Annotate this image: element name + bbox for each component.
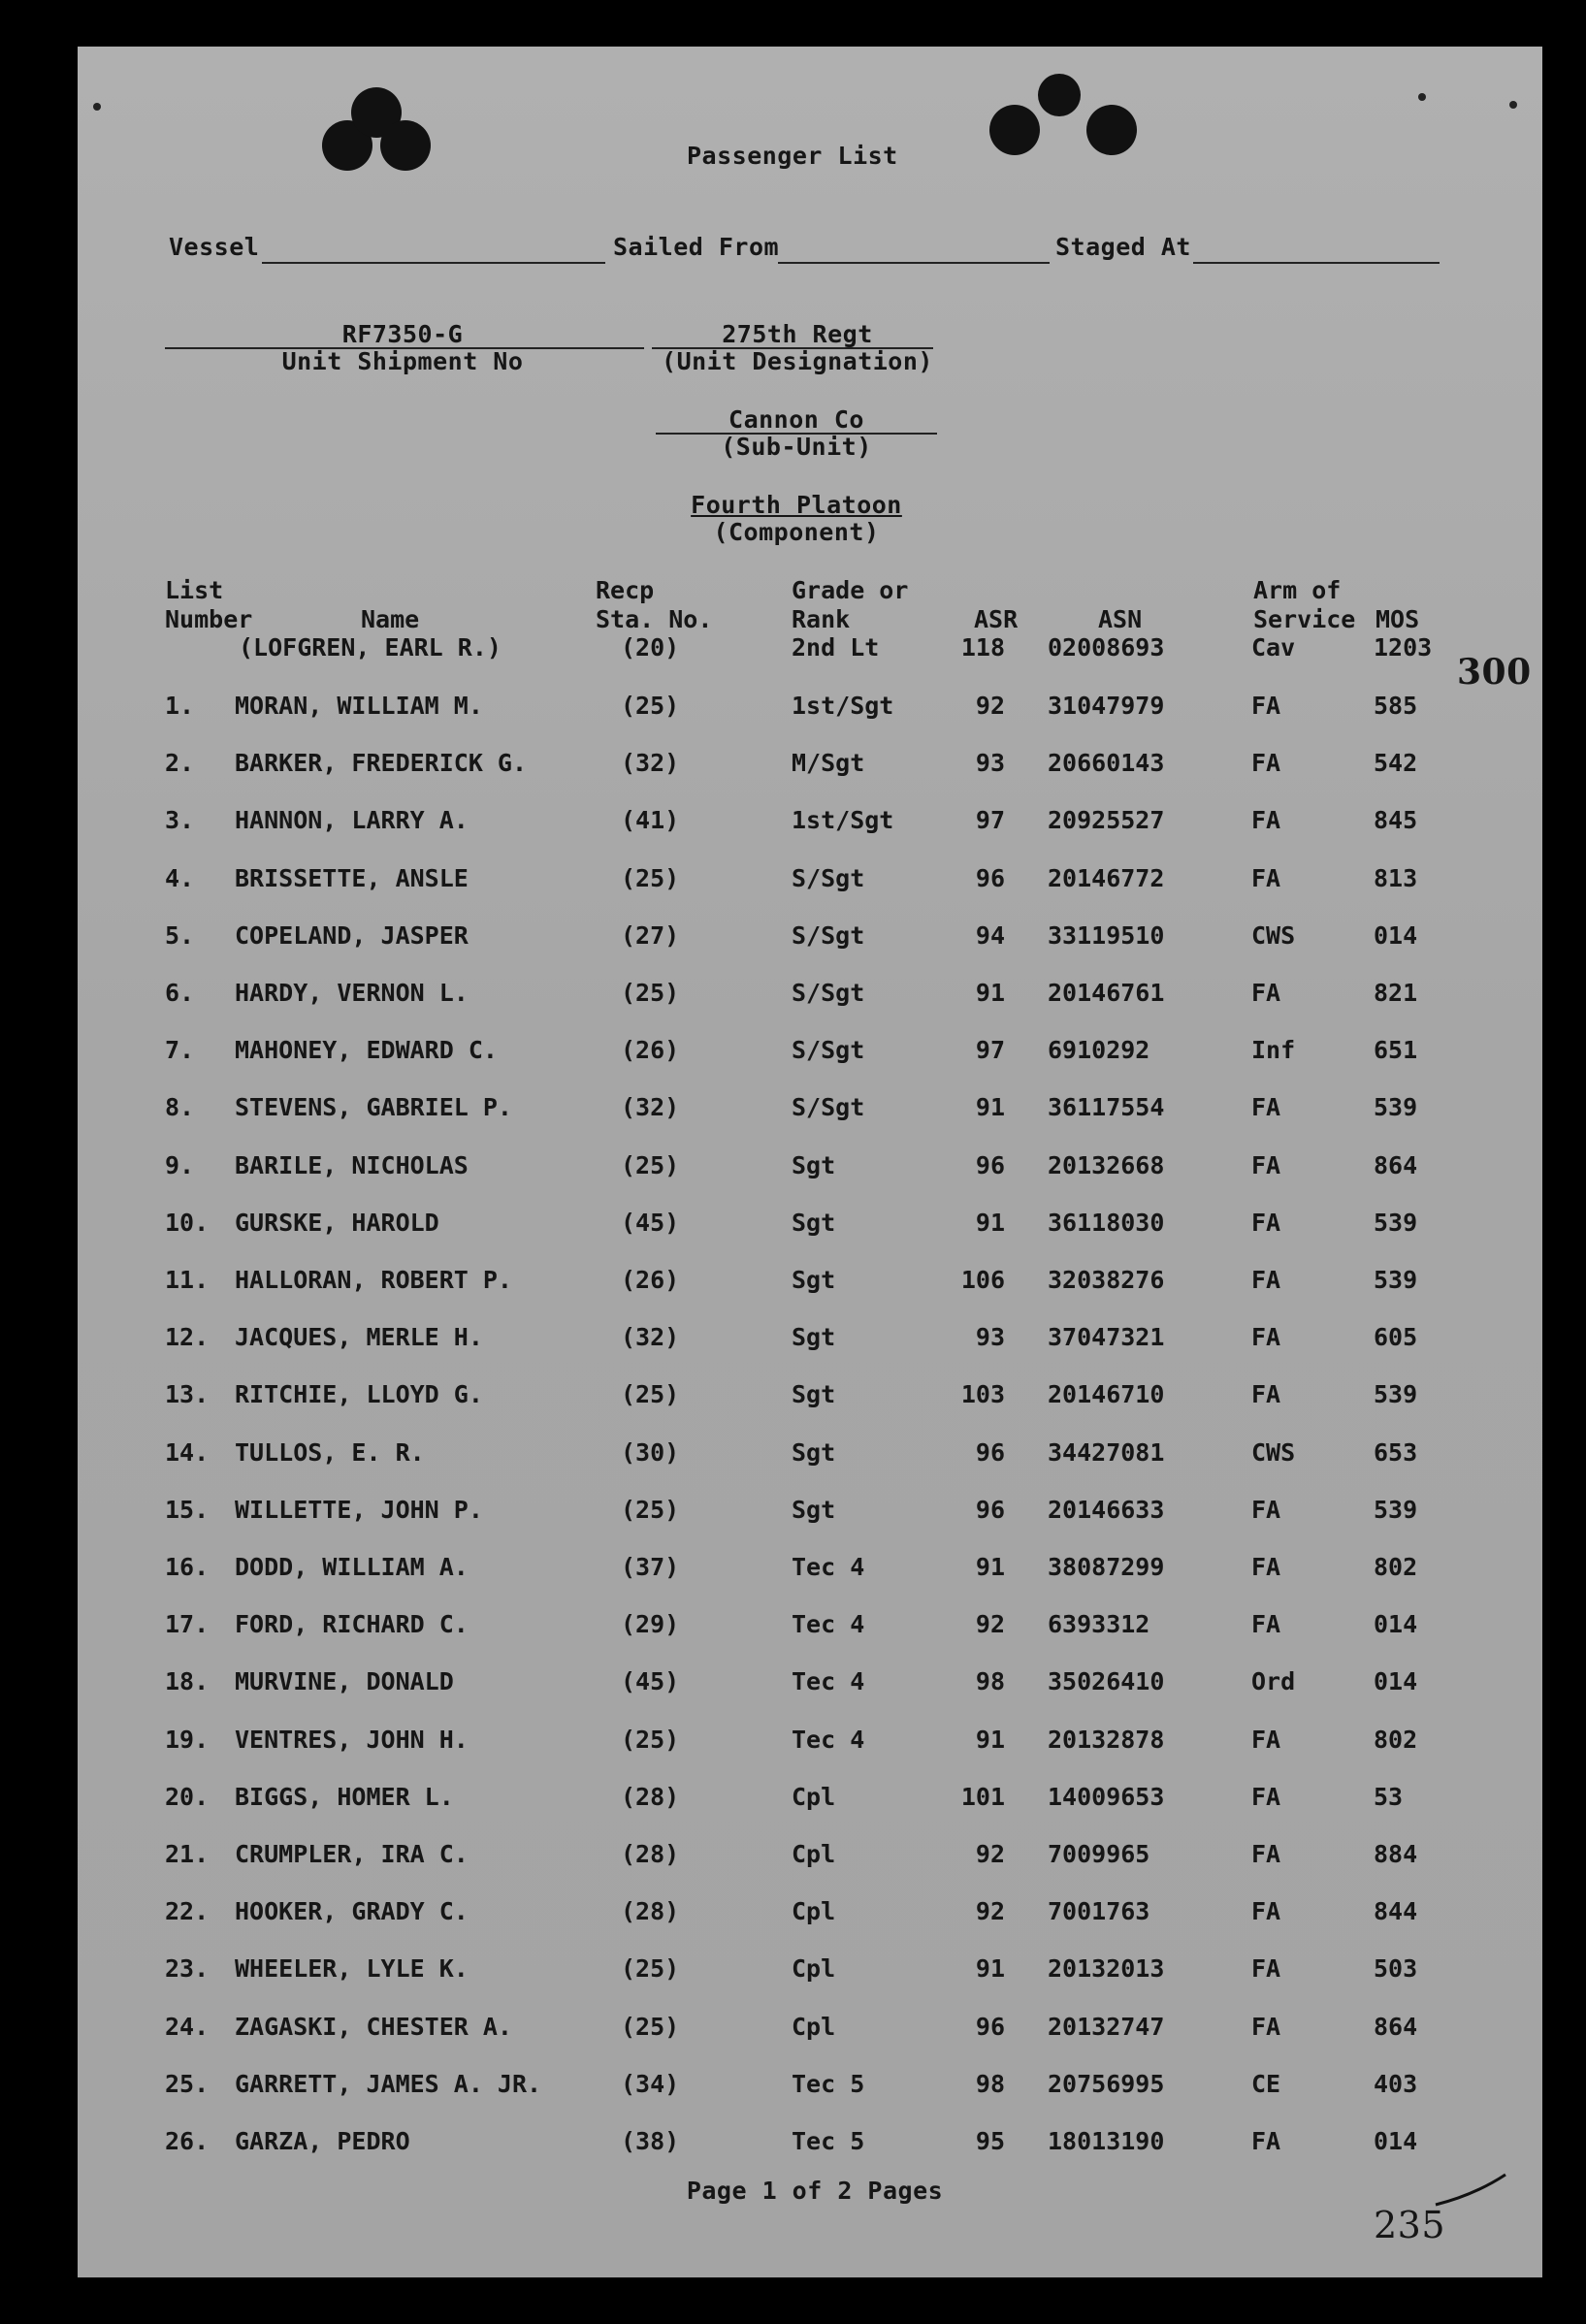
sub-unit-caption: (Sub-Unit) <box>721 433 872 461</box>
cell-list-number: 14. <box>165 1438 210 1467</box>
unit-designation: 275th Regt <box>722 320 873 348</box>
cell-recp: (25) <box>621 1380 680 1408</box>
table-row <box>78 1726 1542 1764</box>
cell-asn: 20660143 <box>1048 749 1165 777</box>
cell-asr: 91 <box>975 1093 1005 1121</box>
cell-asn: 6910292 <box>1048 1036 1150 1064</box>
cell-mos: 539 <box>1374 1209 1418 1237</box>
cell-asn: 20146710 <box>1048 1380 1165 1408</box>
cell-name: TULLOS, E. R. <box>235 1438 425 1467</box>
cell-name: FORD, RICHARD C. <box>235 1610 469 1638</box>
cell-grade: Cpl <box>792 1840 836 1868</box>
cell-asn: 20132747 <box>1048 2013 1165 2041</box>
cell-asr: 92 <box>975 1897 1005 1925</box>
cell-asr: 98 <box>975 1667 1005 1695</box>
cell-name: HANNON, LARRY A. <box>235 806 469 834</box>
cell-arm: FA <box>1251 1323 1281 1351</box>
cell-list-number: 16. <box>165 1553 210 1581</box>
cell-name: HOOKER, GRADY C. <box>235 1897 469 1925</box>
cell-arm: FA <box>1251 1151 1281 1179</box>
cell-mos: 014 <box>1374 921 1418 950</box>
cell-grade: Sgt <box>792 1380 836 1408</box>
cell-grade: Tec 5 <box>792 2070 865 2098</box>
cell-recp: (25) <box>621 1151 680 1179</box>
cell-list-number: 9. <box>165 1151 195 1179</box>
cell-arm: FA <box>1251 2013 1281 2041</box>
vessel-underline <box>262 262 605 264</box>
cell-mos: 844 <box>1374 1897 1418 1925</box>
cell-name: MAHONEY, EDWARD C. <box>235 1036 498 1064</box>
cell-recp: (28) <box>621 1783 680 1811</box>
cell-grade: 1st/Sgt <box>792 806 894 834</box>
cell-list-number: 11. <box>165 1266 210 1294</box>
cell-grade: 1st/Sgt <box>792 692 894 720</box>
cell-grade: Sgt <box>792 1209 836 1237</box>
cell-asr: 91 <box>975 1726 1005 1754</box>
cell-asn: 7009965 <box>1048 1840 1150 1868</box>
cell-asr: 91 <box>975 1553 1005 1581</box>
cell-asn: 14009653 <box>1048 1783 1165 1811</box>
cell-arm: FA <box>1251 1093 1281 1121</box>
unit-shipment-number: RF7350-G <box>341 320 464 348</box>
cell-mos: 53 <box>1374 1783 1404 1811</box>
cell-asr: 96 <box>975 2013 1005 2041</box>
cell-asr: 96 <box>975 864 1005 892</box>
cell-asr: 96 <box>975 1151 1005 1179</box>
cell-name: MURVINE, DONALD <box>235 1667 454 1695</box>
cell-asn: 20756995 <box>1048 2070 1165 2098</box>
cell-recp: (25) <box>621 692 680 720</box>
cell-grade: M/Sgt <box>792 749 865 777</box>
cell-name: HARDY, VERNON L. <box>235 979 469 1007</box>
table-row <box>78 1667 1542 1706</box>
cell-list-number: 15. <box>165 1496 210 1524</box>
header-asr: ASR <box>974 605 1019 633</box>
table-row <box>78 1438 1542 1477</box>
header-grade: Grade or Rank <box>792 576 909 633</box>
component-caption: (Component) <box>713 518 880 546</box>
cell-asr: 101 <box>960 1783 1005 1811</box>
cell-mos: 503 <box>1374 1954 1418 1983</box>
cell-arm: FA <box>1251 1610 1281 1638</box>
vessel-label: Vessel <box>169 233 260 261</box>
component: Fourth Platoon <box>691 491 902 519</box>
cell-name: GARZA, PEDRO <box>235 2127 410 2155</box>
cell-recp: (45) <box>621 1209 680 1237</box>
table-row <box>78 1266 1542 1305</box>
cell-asn: 20132013 <box>1048 1954 1165 1983</box>
punch-hole <box>989 105 1040 155</box>
cell-asr: 91 <box>975 1954 1005 1983</box>
cell-asn: 20146772 <box>1048 864 1165 892</box>
cell-arm: FA <box>1251 1380 1281 1408</box>
cell-arm: CWS <box>1251 1438 1296 1467</box>
cell-list-number: 19. <box>165 1726 210 1754</box>
header-name: Name <box>361 605 420 633</box>
table-row <box>78 1380 1542 1419</box>
cell-list-number: 7. <box>165 1036 195 1064</box>
cell-list-number: 6. <box>165 979 195 1007</box>
cell-arm: FA <box>1251 692 1281 720</box>
cell-asr: 106 <box>960 1266 1005 1294</box>
punch-hole <box>380 120 431 171</box>
cell-grade: S/Sgt <box>792 921 865 950</box>
cell-arm: FA <box>1251 864 1281 892</box>
cell-arm: CE <box>1251 2070 1281 2098</box>
header-mos: MOS <box>1376 605 1420 633</box>
cell-asn: 36117554 <box>1048 1093 1165 1121</box>
cell-arm: FA <box>1251 1496 1281 1524</box>
unit-designation-caption: (Unit Designation) <box>662 347 933 375</box>
table-row <box>78 1151 1542 1190</box>
table-row <box>78 1323 1542 1362</box>
cell-grade: Sgt <box>792 1151 836 1179</box>
cell-recp: (26) <box>621 1036 680 1064</box>
cell-arm: FA <box>1251 1266 1281 1294</box>
cell-arm: Inf <box>1251 1036 1296 1064</box>
cell-asr: 93 <box>975 1323 1005 1351</box>
cell-asn: 20132878 <box>1048 1726 1165 1754</box>
cell-recp: (38) <box>621 2127 680 2155</box>
cell-list-number: 23. <box>165 1954 210 1983</box>
cell-arm: FA <box>1251 1897 1281 1925</box>
cell-mos: 585 <box>1374 692 1418 720</box>
cell-grade: Cpl <box>792 1897 836 1925</box>
table-row <box>78 1840 1542 1879</box>
cell-recp: (32) <box>621 1323 680 1351</box>
cell-recp: (28) <box>621 1840 680 1868</box>
table-row <box>78 1954 1542 1993</box>
cell-mos: 802 <box>1374 1553 1418 1581</box>
cell-asn: 20132668 <box>1048 1151 1165 1179</box>
sub-unit: Cannon Co <box>728 405 864 434</box>
cell-grade: S/Sgt <box>792 1093 865 1121</box>
cell-recp: (25) <box>621 1496 680 1524</box>
cell-grade: Sgt <box>792 1323 836 1351</box>
cell-arm: FA <box>1251 1783 1281 1811</box>
cell-mos: 821 <box>1374 979 1418 1007</box>
cell-mos: 539 <box>1374 1496 1418 1524</box>
cell-asn: 38087299 <box>1048 1553 1165 1581</box>
cell-arm: FA <box>1251 1209 1281 1237</box>
cell-asr: 92 <box>975 1840 1005 1868</box>
cell-recp: (26) <box>621 1266 680 1294</box>
cell-name: GARRETT, JAMES A. JR. <box>235 2070 542 2098</box>
cell-name: BARILE, NICHOLAS <box>235 1151 469 1179</box>
header-recp: Recp Sta. No. <box>596 576 713 633</box>
cell-name: HALLORAN, ROBERT P. <box>235 1266 512 1294</box>
cell-mos: 539 <box>1374 1266 1418 1294</box>
speck <box>1418 93 1426 101</box>
cell-name: GURSKE, HAROLD <box>235 1209 439 1237</box>
cell-mos: 845 <box>1374 806 1418 834</box>
cell-list-number: 13. <box>165 1380 210 1408</box>
cell-asn: 31047979 <box>1048 692 1165 720</box>
table-row <box>78 806 1542 845</box>
cell-asr: 97 <box>975 806 1005 834</box>
table-row <box>78 864 1542 903</box>
table-row <box>78 1036 1542 1075</box>
cell-list-number: 18. <box>165 1667 210 1695</box>
sailed-from-underline <box>778 262 1050 264</box>
cell-mos: 539 <box>1374 1380 1418 1408</box>
cell-name: BIGGS, HOMER L. <box>235 1783 454 1811</box>
cell-arm: FA <box>1251 1954 1281 1983</box>
cell-recp: (25) <box>621 1954 680 1983</box>
cell-list-number: 1. <box>165 692 195 720</box>
cell-name: ZAGASKI, CHESTER A. <box>235 2013 512 2041</box>
cell-list-number: 10. <box>165 1209 210 1237</box>
cell-asr: 96 <box>975 1438 1005 1467</box>
cell-grade: Tec 4 <box>792 1726 865 1754</box>
cell-arm: FA <box>1251 1726 1281 1754</box>
cell-arm: FA <box>1251 1840 1281 1868</box>
cell-arm: CWS <box>1251 921 1296 950</box>
cell-grade: Cpl <box>792 2013 836 2041</box>
cell-mos: 802 <box>1374 1726 1418 1754</box>
cell-name: BARKER, FREDERICK G. <box>235 749 528 777</box>
cell-asr: 93 <box>975 749 1005 777</box>
header-asn: ASN <box>1098 605 1143 633</box>
cell-asr: 95 <box>975 2127 1005 2155</box>
table-row <box>78 1496 1542 1534</box>
cell-arm: FA <box>1251 2127 1281 2155</box>
table-row <box>78 1093 1542 1132</box>
table-row <box>78 749 1542 788</box>
cell-name: CRUMPLER, IRA C. <box>235 1840 469 1868</box>
staged-at-underline <box>1193 262 1440 264</box>
cell-name: BRISSETTE, ANSLE <box>235 864 469 892</box>
table-row <box>78 692 1542 730</box>
cell-recp: (32) <box>621 749 680 777</box>
cell-name: COPELAND, JASPER <box>235 921 469 950</box>
cell-arm: Ord <box>1251 1667 1296 1695</box>
cell-mos: 813 <box>1374 864 1418 892</box>
cell-name: STEVENS, GABRIEL P. <box>235 1093 512 1121</box>
cell-asn: 37047321 <box>1048 1323 1165 1351</box>
header-list-number: List Number <box>165 576 253 633</box>
cell-asn: 35026410 <box>1048 1667 1165 1695</box>
table-row <box>78 1610 1542 1649</box>
cell-list-number: 22. <box>165 1897 210 1925</box>
cell-list-number: 5. <box>165 921 195 950</box>
cell-asr: 96 <box>975 1496 1005 1524</box>
cell-recp: (37) <box>621 1553 680 1581</box>
cell-asn: 6393312 <box>1048 1610 1150 1638</box>
cell-grade: Tec 5 <box>792 2127 865 2155</box>
cell-recp: (29) <box>621 1610 680 1638</box>
cell-grade: S/Sgt <box>792 979 865 1007</box>
cell-asr: 103 <box>960 1380 1005 1408</box>
cell-asn: 34427081 <box>1048 1438 1165 1467</box>
cell-name: DODD, WILLIAM A. <box>235 1553 469 1581</box>
cell-mos: 403 <box>1374 2070 1418 2098</box>
staged-at-label: Staged At <box>1055 233 1191 261</box>
cell-list-number: 17. <box>165 1610 210 1638</box>
cell-arm: Cav <box>1251 633 1296 662</box>
cell-recp: (34) <box>621 2070 680 2098</box>
cell-recp: (25) <box>621 864 680 892</box>
cell-mos: 651 <box>1374 1036 1418 1064</box>
table-row <box>78 979 1542 1017</box>
cell-name: JACQUES, MERLE H. <box>235 1323 483 1351</box>
punch-hole <box>1038 74 1081 116</box>
cell-mos: 653 <box>1374 1438 1418 1467</box>
cell-mos: 539 <box>1374 1093 1418 1121</box>
cell-asr: 94 <box>975 921 1005 950</box>
cell-asn: 20146633 <box>1048 1496 1165 1524</box>
cell-mos: 014 <box>1374 1610 1418 1638</box>
cell-asn: 20146761 <box>1048 979 1165 1007</box>
cell-asr: 91 <box>975 1209 1005 1237</box>
cell-recp: (41) <box>621 806 680 834</box>
document-page <box>78 47 1542 2277</box>
cell-grade: Sgt <box>792 1438 836 1467</box>
page-footer: Page 1 of 2 Pages <box>686 2177 944 2205</box>
cell-recp: (27) <box>621 921 680 950</box>
speck <box>93 103 101 111</box>
side-stamp-number: 300 <box>1457 652 1532 693</box>
cell-asn: 33119510 <box>1048 921 1165 950</box>
cell-mos: 864 <box>1374 2013 1418 2041</box>
cell-list-number: 8. <box>165 1093 195 1121</box>
cell-asr: 91 <box>975 979 1005 1007</box>
cell-asn: 18013190 <box>1048 2127 1165 2155</box>
cell-grade: S/Sgt <box>792 1036 865 1064</box>
cell-list-number: 2. <box>165 749 195 777</box>
cell-recp: (25) <box>621 2013 680 2041</box>
cell-asr: 92 <box>975 692 1005 720</box>
cell-grade: Sgt <box>792 1266 836 1294</box>
page-title: Passenger List <box>687 142 898 170</box>
cell-asr: 118 <box>960 633 1005 662</box>
cell-arm: FA <box>1251 979 1281 1007</box>
handwritten-stroke <box>1368 2161 1513 2248</box>
table-row <box>78 1783 1542 1822</box>
table-row <box>78 921 1542 960</box>
cell-grade: S/Sgt <box>792 864 865 892</box>
cell-asr: 92 <box>975 1610 1005 1638</box>
cell-list-number: 20. <box>165 1783 210 1811</box>
cell-asn: 36118030 <box>1048 1209 1165 1237</box>
cell-arm: FA <box>1251 1553 1281 1581</box>
cell-grade: 2nd Lt <box>792 633 880 662</box>
cell-name: MORAN, WILLIAM M. <box>235 692 483 720</box>
header-arm: Arm of Service <box>1253 576 1356 633</box>
cell-recp: (30) <box>621 1438 680 1467</box>
cell-recp: (20) <box>621 633 680 662</box>
handwritten-page-number: 235 <box>1374 2204 1446 2246</box>
cell-name: (LOFGREN, EARL R.) <box>239 633 502 662</box>
cell-asn: 02008693 <box>1048 633 1165 662</box>
cell-recp: (25) <box>621 1726 680 1754</box>
cell-mos: 542 <box>1374 749 1418 777</box>
table-row <box>78 1553 1542 1592</box>
table-row <box>78 2070 1542 2109</box>
cell-mos: 1203 <box>1374 633 1433 662</box>
punch-hole <box>1086 105 1137 155</box>
cell-recp: (28) <box>621 1897 680 1925</box>
table-row <box>78 2127 1542 2166</box>
cell-mos: 014 <box>1374 1667 1418 1695</box>
table-row <box>78 1209 1542 1247</box>
cell-arm: FA <box>1251 749 1281 777</box>
cell-list-number: 4. <box>165 864 195 892</box>
cell-grade: Tec 4 <box>792 1667 865 1695</box>
cell-grade: Cpl <box>792 1954 836 1983</box>
cell-list-number: 12. <box>165 1323 210 1351</box>
cell-mos: 605 <box>1374 1323 1418 1351</box>
cell-grade: Sgt <box>792 1496 836 1524</box>
cell-recp: (45) <box>621 1667 680 1695</box>
cell-grade: Cpl <box>792 1783 836 1811</box>
cell-asn: 20925527 <box>1048 806 1165 834</box>
cell-list-number: 24. <box>165 2013 210 2041</box>
cell-list-number: 25. <box>165 2070 210 2098</box>
cell-mos: 864 <box>1374 1151 1418 1179</box>
table-row <box>78 2013 1542 2051</box>
cell-grade: Tec 4 <box>792 1553 865 1581</box>
cell-list-number: 26. <box>165 2127 210 2155</box>
table-row-officer <box>78 633 1542 672</box>
sailed-from-label: Sailed From <box>613 233 780 261</box>
cell-recp: (25) <box>621 979 680 1007</box>
cell-name: WHEELER, LYLE K. <box>235 1954 469 1983</box>
cell-name: WILLETTE, JOHN P. <box>235 1496 483 1524</box>
cell-asn: 7001763 <box>1048 1897 1150 1925</box>
cell-arm: FA <box>1251 806 1281 834</box>
cell-asr: 97 <box>975 1036 1005 1064</box>
cell-name: RITCHIE, LLOYD G. <box>235 1380 483 1408</box>
cell-mos: 884 <box>1374 1840 1418 1868</box>
cell-mos: 014 <box>1374 2127 1418 2155</box>
cell-name: VENTRES, JOHN H. <box>235 1726 469 1754</box>
cell-asn: 32038276 <box>1048 1266 1165 1294</box>
speck <box>1509 101 1517 109</box>
cell-grade: Tec 4 <box>792 1610 865 1638</box>
unit-shipment-caption: Unit Shipment No <box>281 347 524 375</box>
cell-list-number: 21. <box>165 1840 210 1868</box>
cell-asr: 98 <box>975 2070 1005 2098</box>
cell-list-number: 3. <box>165 806 195 834</box>
table-row <box>78 1897 1542 1936</box>
cell-recp: (32) <box>621 1093 680 1121</box>
